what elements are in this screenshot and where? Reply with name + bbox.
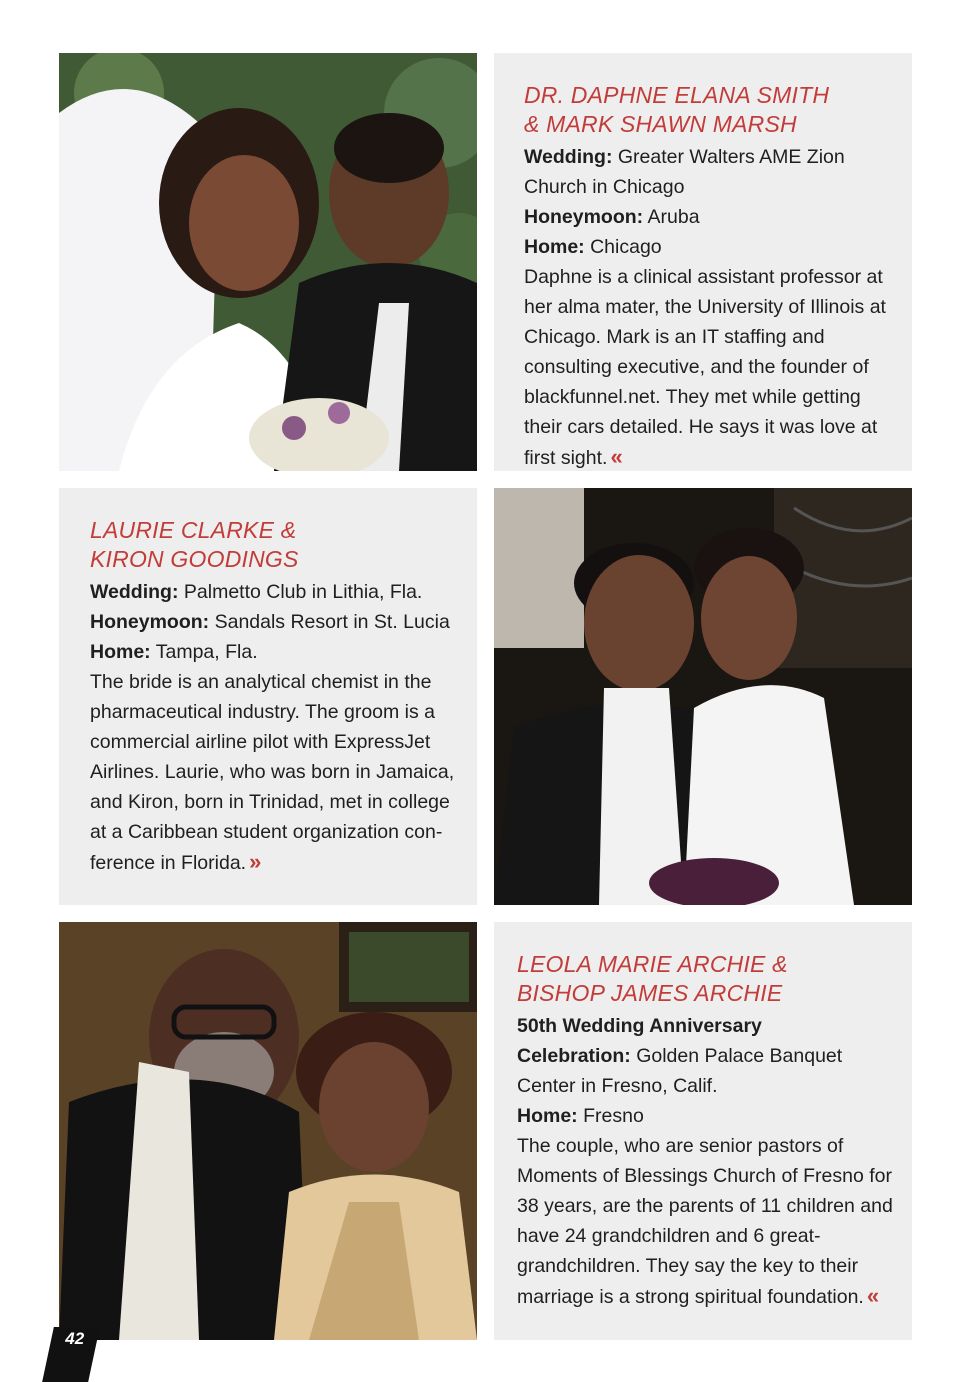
couple-card-smith-marsh: [494, 53, 912, 471]
couple-photo-smith-marsh: [59, 53, 477, 471]
couple-card-clarke-goodings: [59, 488, 477, 905]
celebration-venue: Golden Palace Banquet Center in Fresno, Calif.: [517, 1045, 843, 1097]
honeymoon-label: Honeymoon:: [90, 611, 210, 633]
wedding-label: Wedding:: [90, 581, 179, 603]
page-number-tab: [42, 1327, 100, 1382]
home-location: Fresno: [583, 1105, 644, 1127]
occasion: 50th Wedding Anniversary: [517, 1015, 762, 1037]
couple-details: [524, 142, 892, 471]
end-mark-icon: «: [866, 1283, 880, 1308]
home-label: Home:: [90, 641, 151, 663]
couple-names: LAURIE CLARKE & KIRON GOODINGS: [90, 517, 299, 572]
couple-names: DR. DAPHNE ELANA SMITH & MARK SHAWN MARSH: [524, 82, 830, 137]
couple-story: Daphne is a clinical assistant professor at her alma mater, the University of Illinois at Chicago. Mark is an IT staffing and consulting executive, and the founder of blackfunnel.net. They met while getting their cars detailed. He says it was love at first sight.: [524, 266, 886, 469]
couple-details: [517, 1011, 894, 1312]
couple-photo-archie: [59, 922, 477, 1340]
couple-card-archie: [494, 922, 912, 1340]
couple-photo-clarke-goodings: [494, 488, 912, 905]
wedding-label: Wedding:: [524, 146, 613, 168]
wedding-venue: Greater Walters AME Zion Church in Chicago: [524, 146, 845, 198]
honeymoon-label: Honeymoon:: [524, 206, 644, 228]
end-mark-icon: »: [249, 849, 262, 874]
page-number: 42: [65, 1329, 85, 1348]
home-location: Tampa, Fla.: [155, 641, 258, 663]
wedding-venue: Palmetto Club in Lithia, Fla.: [183, 581, 423, 603]
end-mark-icon: «: [610, 444, 623, 469]
honeymoon-location: Aruba: [647, 206, 700, 228]
couple-story: The couple, who are senior pastors of Moments of Blessings Church of Fresno for 38 years, are the parents of 11 children and have 24 grandchildren and 6 great-grandchildren. They say the key to their marriage is a strong spiritual foundation.: [517, 1135, 893, 1308]
couple-details: [90, 577, 465, 878]
couple-names: LEOLA MARIE ARCHIE & BISHOP JAMES ARCHIE: [517, 951, 788, 1006]
couple-story: The bride is an analytical chemist in the pharmaceutical industry. The groom is a commercial airline pilot with ExpressJet Airlines. Laurie, who was born in Jamaica, and Kiron, born in Trinidad, met in college at a Caribbean student organization con-ference in Florida.: [90, 671, 455, 874]
home-label: Home:: [524, 236, 585, 258]
home-label: Home:: [517, 1105, 578, 1127]
honeymoon-location: Sandals Resort in St. Lucia: [214, 611, 450, 633]
home-location: Chicago: [590, 236, 662, 258]
celebration-label: Celebration:: [517, 1045, 631, 1067]
